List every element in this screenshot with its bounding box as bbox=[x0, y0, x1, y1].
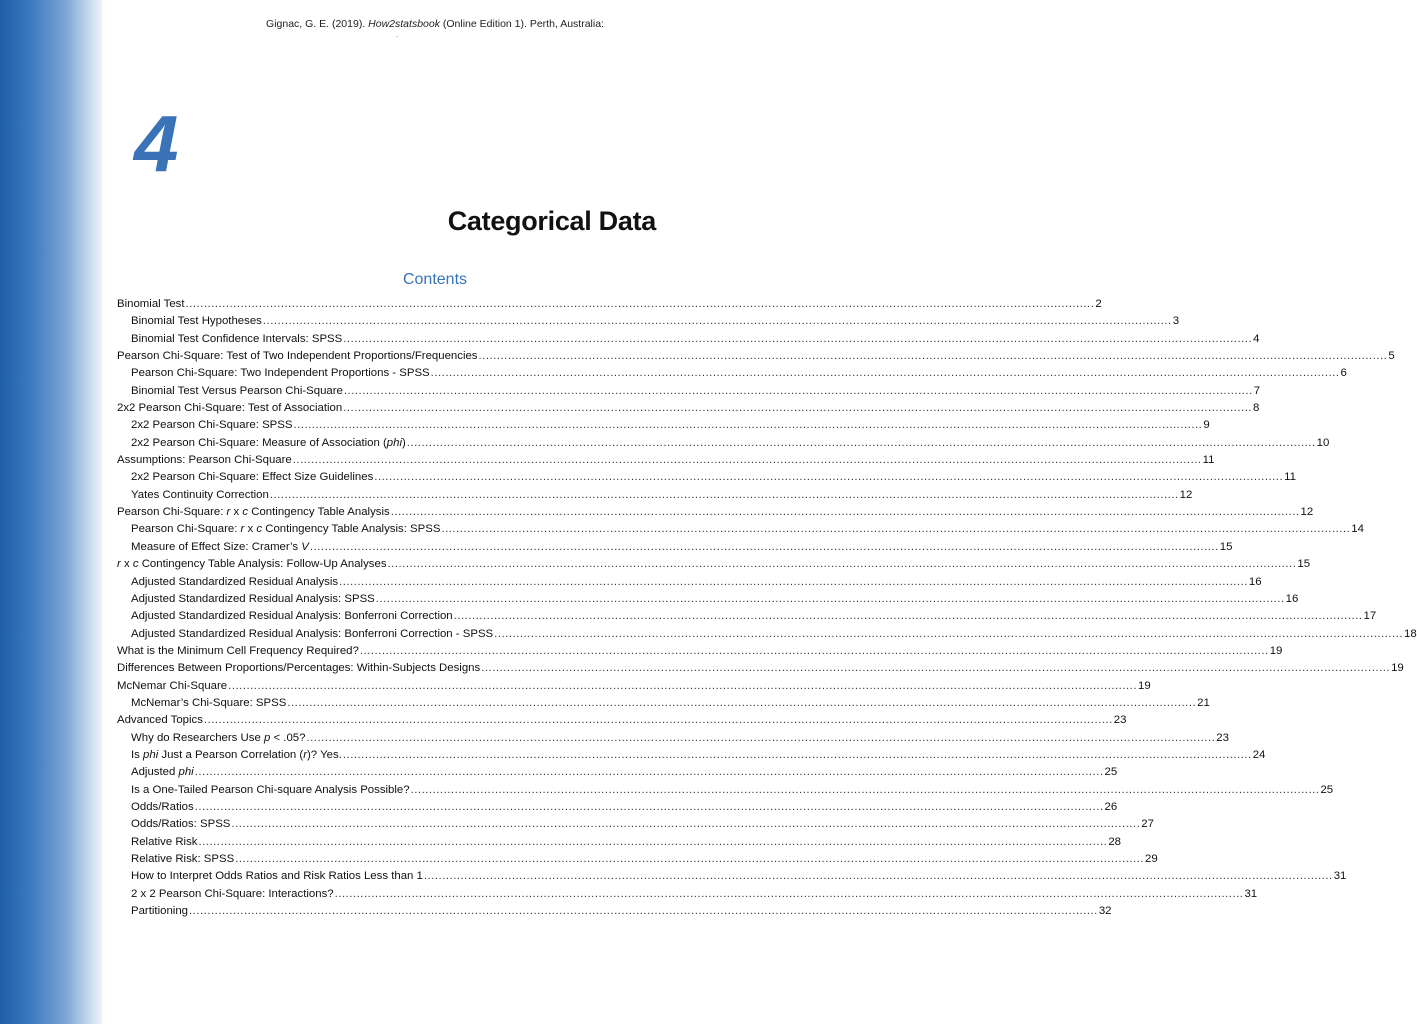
toc-page-number: 23 bbox=[1216, 731, 1229, 744]
toc-leader-dots bbox=[198, 834, 1107, 851]
toc-entry-title-part: Adjusted Standardized Residual Analysis: Bonferroni Correction bbox=[131, 610, 453, 623]
toc-leader-dots bbox=[293, 452, 1202, 469]
toc-entry-title bbox=[117, 400, 343, 417]
toc-entry-title bbox=[131, 365, 431, 382]
toc-leader-dots bbox=[374, 469, 1283, 486]
toc-page-number: 8 bbox=[1253, 402, 1260, 415]
toc-entry-title-part: Odds/Ratios bbox=[131, 800, 194, 813]
toc-entry-title-part: Is bbox=[131, 748, 144, 761]
toc-leader-dots bbox=[335, 886, 1244, 903]
toc-page-number: 16 bbox=[1285, 592, 1299, 605]
toc-entry-title bbox=[131, 487, 270, 504]
toc-entry-title bbox=[131, 834, 198, 851]
toc-entry-title bbox=[131, 868, 424, 885]
toc-entry-title bbox=[131, 851, 235, 868]
toc-page-number: 27 bbox=[1141, 818, 1154, 831]
toc-entry-title bbox=[131, 539, 310, 556]
toc-entry[interactable] bbox=[117, 296, 1102, 313]
toc-entry[interactable] bbox=[117, 730, 1229, 747]
toc-entry-title-part: Assumptions: Pearson Chi-Square bbox=[117, 454, 292, 467]
toc-entry-title-part: 2x2 Pearson Chi-Square: Effect Size Guidelines bbox=[131, 471, 374, 484]
toc-leader-dots bbox=[310, 539, 1219, 556]
toc-leader-dots bbox=[189, 903, 1098, 920]
toc-leader-dots bbox=[344, 383, 1253, 400]
toc-entry-title-part: Relative Risk: SPSS bbox=[131, 853, 235, 865]
toc-page-number: 2 bbox=[1095, 298, 1102, 310]
toc-entry-title bbox=[131, 782, 411, 799]
toc-leader-dots bbox=[195, 799, 1104, 816]
toc-leader-dots bbox=[388, 556, 1297, 573]
toc-entry-title bbox=[117, 504, 391, 521]
toc-page-number: 12 bbox=[1300, 506, 1314, 519]
toc-entry-title-part: Partitioning bbox=[131, 905, 188, 918]
toc-entry-title bbox=[131, 313, 263, 330]
toc-entry-title-part: r bbox=[303, 748, 308, 761]
toc-entry-title-part: Advanced Topics bbox=[117, 714, 203, 727]
toc-entry[interactable] bbox=[117, 469, 1296, 486]
toc-entry[interactable] bbox=[117, 452, 1215, 469]
toc-page-number: 10 bbox=[1316, 436, 1330, 449]
toc-entry-title-part: Binomial Test Hypotheses bbox=[131, 315, 262, 328]
toc-leader-dots bbox=[407, 435, 1316, 452]
toc-entry-title-part: x bbox=[230, 506, 243, 519]
toc-entry[interactable] bbox=[117, 383, 1261, 400]
toc-entry[interactable] bbox=[117, 504, 1314, 521]
toc-page-number: 16 bbox=[1248, 575, 1262, 588]
toc-page-number: 24 bbox=[1252, 748, 1266, 761]
toc-entry[interactable] bbox=[117, 608, 1377, 625]
toc-entry-title-part: Contingency Table Analysis bbox=[248, 506, 390, 519]
toc-entry-title bbox=[131, 747, 343, 764]
toc-entry-title bbox=[131, 695, 287, 712]
toc-entry[interactable] bbox=[117, 539, 1233, 556]
toc-entry[interactable] bbox=[117, 747, 1266, 764]
toc-entry-title-part: r bbox=[240, 523, 245, 536]
toc-entry[interactable] bbox=[117, 851, 1158, 868]
toc-leader-dots bbox=[376, 591, 1285, 608]
toc-entry[interactable] bbox=[117, 435, 1330, 452]
toc-page-number: 15 bbox=[1219, 540, 1233, 553]
toc-leader-dots bbox=[287, 695, 1196, 712]
toc-leader-dots bbox=[441, 521, 1350, 538]
toc-leader-dots bbox=[454, 608, 1363, 625]
toc-entry[interactable] bbox=[117, 574, 1262, 591]
toc-entry-title bbox=[131, 435, 407, 452]
toc-leader-dots bbox=[360, 643, 1269, 660]
toc-entry-title bbox=[117, 660, 481, 677]
toc-page-number: 31 bbox=[1244, 887, 1258, 900]
toc-leader-dots bbox=[343, 400, 1252, 417]
toc-page-number: 23 bbox=[1113, 714, 1127, 727]
toc-leader-dots bbox=[339, 574, 1248, 591]
toc-page-number: 17 bbox=[1363, 610, 1377, 623]
toc-leader-dots bbox=[204, 712, 1113, 729]
toc-entry-title bbox=[131, 574, 339, 591]
citation-dot: . bbox=[396, 30, 399, 39]
toc-entry-title bbox=[131, 521, 441, 538]
toc-entry[interactable] bbox=[117, 712, 1127, 729]
toc-entry[interactable] bbox=[117, 556, 1311, 573]
toc-entry-title bbox=[131, 886, 335, 903]
toc-entry-title-part: Differences Between Proportions/Percentages: Within-Subjects Designs bbox=[117, 662, 481, 675]
toc-entry[interactable] bbox=[117, 331, 1260, 348]
decorative-sidebar bbox=[0, 0, 102, 1024]
citation-edition: (Online Edition 1). Perth, Australia: bbox=[439, 18, 604, 30]
toc-entry-title-part: Adjusted Standardized Residual Analysis bbox=[131, 575, 339, 588]
toc-page-number: 9 bbox=[1203, 419, 1210, 432]
toc-leader-dots bbox=[293, 417, 1202, 434]
toc-page-number: 5 bbox=[1388, 350, 1395, 363]
contents-heading: Contents bbox=[402, 271, 468, 288]
toc-entry[interactable] bbox=[117, 782, 1334, 799]
toc-entry[interactable] bbox=[117, 487, 1193, 504]
citation-book-title: How2statsbook bbox=[368, 18, 440, 30]
toc-entry-title-part: r bbox=[117, 558, 121, 571]
toc-entry-title-part: c bbox=[256, 523, 263, 536]
toc-page-number: 14 bbox=[1351, 523, 1364, 536]
toc-entry-title-part: McNemar Chi-Square bbox=[117, 679, 228, 692]
toc-entry-title-part: 2x2 Pearson Chi-Square: SPSS bbox=[131, 419, 293, 432]
citation-authors: Gignac, G. E. (2019). bbox=[266, 18, 369, 30]
toc-page-number: 26 bbox=[1104, 800, 1118, 813]
toc-entry[interactable] bbox=[117, 348, 1395, 365]
toc-entry-title bbox=[131, 591, 376, 608]
toc-page-number: 19 bbox=[1138, 679, 1151, 692]
toc-entry[interactable] bbox=[117, 626, 1417, 643]
toc-page-number: 19 bbox=[1269, 644, 1283, 657]
toc-entry-title-part: ) bbox=[402, 436, 406, 449]
toc-leader-dots bbox=[228, 678, 1137, 695]
toc-entry-title bbox=[117, 296, 186, 313]
toc-entry[interactable] bbox=[117, 678, 1151, 695]
toc-entry-title-part: Just a Pearson Correlation ( bbox=[158, 748, 304, 761]
toc-entry[interactable] bbox=[117, 313, 1180, 330]
toc-entry-title-part: 2x2 Pearson Chi-Square: Measure of Association ( bbox=[131, 436, 387, 449]
toc-entry-title-part: Measure of Effect Size: Cramer’s bbox=[131, 540, 302, 553]
toc-entry[interactable] bbox=[117, 365, 1347, 382]
toc-entry-title-part: 2x2 Pearson Chi-Square: Test of Association bbox=[117, 402, 343, 415]
toc-entry-title-part: )? Yes. bbox=[307, 748, 342, 761]
toc-entry-title-part: How to Interpret Odds Ratios and Risk Ratios Less than 1 bbox=[131, 870, 423, 883]
toc-entry-title-part: Is a One-Tailed Pearson Chi-square Analysis Possible? bbox=[131, 783, 410, 796]
toc-page-number: 6 bbox=[1340, 367, 1347, 380]
toc-page-number: 11 bbox=[1284, 471, 1296, 484]
toc-page-number: 25 bbox=[1104, 766, 1118, 779]
toc-leader-dots bbox=[481, 660, 1390, 677]
toc-entry-title-part: Adjusted bbox=[131, 766, 179, 779]
toc-entry[interactable] bbox=[117, 903, 1112, 920]
toc-entry-title bbox=[117, 452, 293, 469]
toc-entry-title bbox=[131, 383, 344, 400]
toc-entry-title-part: Contingency Table Analysis: Follow-Up Analyses bbox=[138, 558, 387, 571]
toc-page-number: 28 bbox=[1108, 835, 1121, 848]
toc-entry-title-part: c bbox=[132, 558, 139, 571]
toc-entry[interactable] bbox=[117, 695, 1210, 712]
toc-entry[interactable] bbox=[117, 816, 1154, 833]
table-of-contents bbox=[117, 296, 1417, 920]
toc-entry-title-part: phi bbox=[178, 766, 194, 779]
toc-entry-title bbox=[131, 764, 195, 781]
toc-leader-dots bbox=[270, 487, 1179, 504]
toc-entry-title-part: Binomial Test bbox=[117, 298, 185, 310]
toc-entry-title bbox=[131, 730, 306, 747]
toc-entry-title bbox=[131, 417, 293, 434]
toc-entry-title-part: Why do Researchers Use bbox=[131, 731, 264, 744]
toc-entry-title bbox=[131, 469, 374, 486]
toc-leader-dots bbox=[306, 730, 1215, 747]
toc-leader-dots bbox=[494, 626, 1403, 643]
toc-entry-title-part: Adjusted Standardized Residual Analysis: SPSS bbox=[131, 592, 375, 605]
toc-entry-title-part: Relative Risk bbox=[131, 835, 198, 848]
chapter-number: 4 bbox=[134, 99, 179, 188]
toc-entry-title-part: < .05? bbox=[270, 731, 306, 744]
toc-page-number: 29 bbox=[1145, 853, 1158, 865]
toc-page-number: 21 bbox=[1197, 696, 1210, 709]
toc-entry-title-part: Adjusted Standardized Residual Analysis: Bonferroni Correction - SPSS bbox=[131, 627, 494, 640]
toc-entry-title-part: phi bbox=[386, 436, 402, 449]
toc-leader-dots bbox=[411, 782, 1320, 799]
citation-header bbox=[102, 18, 768, 30]
toc-entry-title-part: x bbox=[120, 558, 133, 571]
toc-entry-title-part: Pearson Chi-Square: Two Independent Proportions - SPSS bbox=[131, 367, 430, 380]
toc-entry-title bbox=[131, 608, 454, 625]
toc-entry[interactable] bbox=[117, 400, 1260, 417]
toc-page-number: 3 bbox=[1172, 315, 1180, 328]
toc-leader-dots bbox=[479, 348, 1388, 365]
toc-entry-title-part: Odds/Ratios: SPSS bbox=[131, 818, 231, 831]
toc-entry-title-part: 2 x 2 Pearson Chi-Square: Interactions? bbox=[131, 887, 334, 900]
toc-entry[interactable] bbox=[117, 660, 1404, 677]
toc-entry[interactable] bbox=[117, 591, 1299, 608]
toc-entry-title-part: r bbox=[226, 506, 231, 519]
chapter-title: Categorical Data bbox=[447, 206, 656, 236]
toc-page-number: 15 bbox=[1297, 558, 1311, 571]
toc-entry-title-part: V bbox=[301, 540, 309, 553]
toc-entry-title-part: Pearson Chi-Square: bbox=[131, 523, 241, 536]
toc-leader-dots bbox=[424, 868, 1333, 885]
toc-leader-dots bbox=[343, 747, 1252, 764]
toc-entry[interactable] bbox=[117, 521, 1364, 538]
toc-leader-dots bbox=[186, 296, 1095, 313]
toc-leader-dots bbox=[235, 851, 1144, 868]
toc-entry-title-part: c bbox=[242, 506, 249, 519]
toc-leader-dots bbox=[263, 313, 1172, 330]
toc-page-number: 18 bbox=[1404, 627, 1417, 640]
toc-page-number: 12 bbox=[1179, 488, 1193, 501]
toc-entry-title-part: Pearson Chi-Square: Test of Two Independent Proportions/Frequencies bbox=[117, 350, 478, 363]
toc-entry[interactable] bbox=[117, 799, 1118, 816]
toc-entry-title bbox=[117, 556, 388, 573]
toc-entry-title bbox=[117, 678, 228, 695]
toc-page-number: 7 bbox=[1253, 384, 1261, 397]
toc-entry[interactable] bbox=[117, 886, 1258, 903]
toc-entry-title bbox=[131, 331, 343, 348]
toc-entry-title bbox=[117, 643, 360, 660]
toc-entry[interactable] bbox=[117, 417, 1210, 434]
toc-page-number: 4 bbox=[1253, 332, 1260, 345]
toc-entry-title-part: Contingency Table Analysis: SPSS bbox=[262, 523, 441, 536]
toc-entry-title-part: phi bbox=[143, 748, 159, 761]
toc-entry-title-part: x bbox=[244, 523, 257, 536]
toc-entry-title bbox=[131, 626, 494, 643]
toc-page-number: 11 bbox=[1202, 454, 1215, 467]
toc-entry-title bbox=[117, 348, 479, 365]
toc-page-number: 25 bbox=[1320, 783, 1334, 796]
toc-leader-dots bbox=[343, 331, 1252, 348]
toc-entry-title bbox=[131, 903, 189, 920]
toc-page-number: 19 bbox=[1391, 662, 1404, 675]
toc-page-number: 31 bbox=[1333, 870, 1347, 883]
toc-entry-title bbox=[131, 816, 231, 833]
toc-entry-title-part: Binomial Test Confidence Intervals: SPSS bbox=[131, 332, 343, 345]
toc-entry-title-part: p bbox=[263, 731, 271, 744]
toc-leader-dots bbox=[231, 816, 1140, 833]
toc-entry-title-part: McNemar’s Chi-Square: SPSS bbox=[131, 696, 287, 709]
toc-entry-title-part: Binomial Test Versus Pearson Chi-Square bbox=[131, 384, 343, 397]
toc-entry[interactable] bbox=[117, 643, 1283, 660]
toc-entry[interactable] bbox=[117, 764, 1118, 781]
toc-page-number: 32 bbox=[1098, 905, 1112, 918]
toc-entry-title-part: What is the Minimum Cell Frequency Required? bbox=[117, 644, 359, 657]
toc-leader-dots bbox=[391, 504, 1300, 521]
toc-entry-title bbox=[131, 799, 195, 816]
toc-leader-dots bbox=[195, 764, 1104, 781]
toc-leader-dots bbox=[431, 365, 1340, 382]
toc-entry-title-part: Pearson Chi-Square: bbox=[117, 506, 227, 519]
toc-entry-title-part: Yates Continuity Correction bbox=[131, 488, 269, 501]
toc-entry[interactable] bbox=[117, 834, 1121, 851]
toc-entry-title bbox=[117, 712, 204, 729]
toc-entry[interactable] bbox=[117, 868, 1347, 885]
